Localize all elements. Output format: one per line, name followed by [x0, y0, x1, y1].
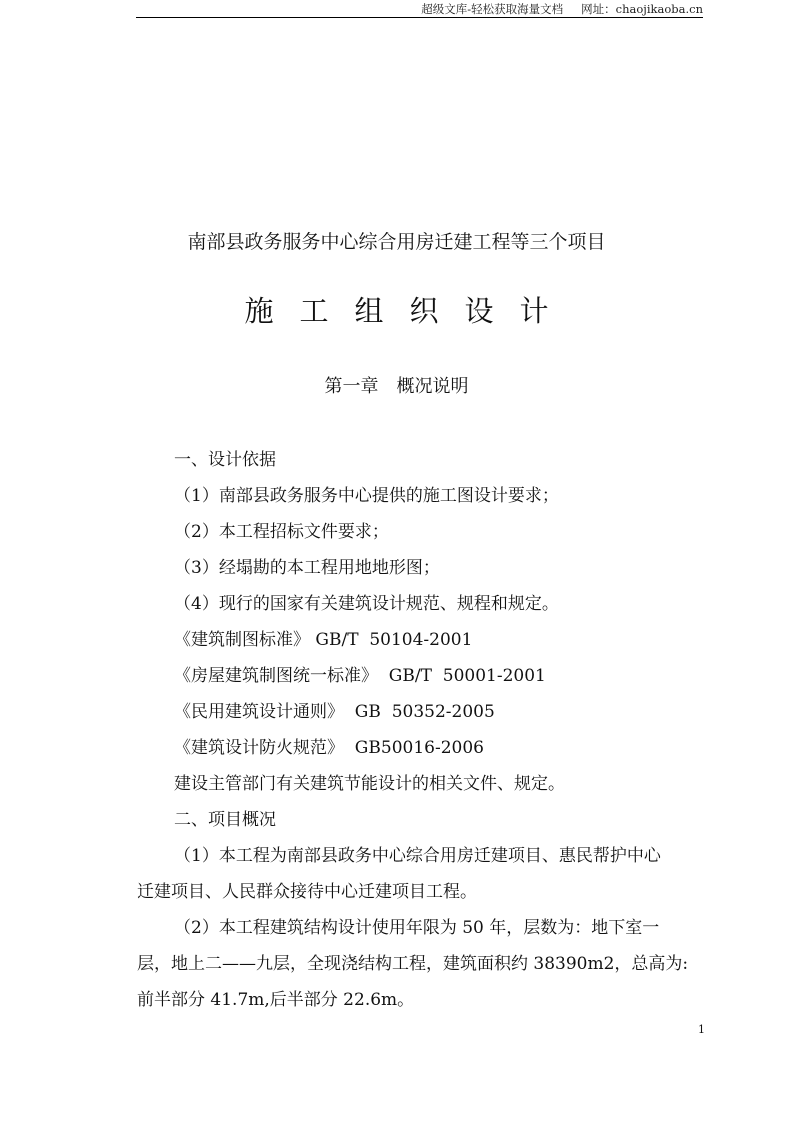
basis-note: 建设主管部门有关建筑节能设计的相关文件、规定。	[174, 774, 565, 794]
standard-4: 《建筑设计防火规范》 GB50016-2006	[174, 738, 484, 758]
page-number: 1	[698, 1023, 705, 1036]
overview-p2-line3: 前半部分 41.7m,后半部分 22.6m。	[137, 990, 415, 1010]
standard-2: 《房屋建筑制图统一标准》 GB/T 50001-2001	[174, 666, 546, 686]
overview-p1-line2: 迁建项目、人民群众接待中心迁建项目工程。	[137, 882, 477, 902]
basis-item-2: （2）本工程招标文件要求；	[174, 522, 389, 542]
section-heading-overview: 二、项目概况	[174, 810, 276, 830]
overview-p2-line2: 层，地上二——九层，全现浇结构工程，建筑面积约 38390m2，总高为:	[137, 954, 689, 974]
basis-item-1: （1）南部县政务服务中心提供的施工图设计要求；	[174, 486, 559, 506]
header-text	[421, 1, 703, 17]
project-title: 南部县政务服务中心综合用房迁建工程等三个项目	[187, 231, 606, 253]
page-header	[136, 0, 703, 18]
main-title: 施工组织设计	[244, 294, 575, 328]
overview-p2-line1: （2）本工程建筑结构设计使用年限为 50 年，层数为：地下室一	[174, 918, 660, 938]
standard-1: 《建筑制图标准》 GB/T 50104-2001	[174, 630, 473, 650]
header-site-name: 超级文库-轻松获取海量文档	[421, 2, 564, 16]
section-heading-design-basis: 一、设计依据	[174, 450, 276, 470]
header-url: 网址：chaojikaoba.cn	[581, 2, 703, 16]
basis-item-4: （4）现行的国家有关建筑设计规范、规程和规定。	[174, 594, 559, 614]
standard-3: 《民用建筑设计通则》 GB 50352-2005	[174, 702, 495, 722]
basis-item-3: （3）经塌勘的本工程用地地形图；	[174, 558, 440, 578]
overview-p1-line1: （1）本工程为南部县政务中心综合用房迁建项目、惠民帮护中心	[174, 846, 661, 866]
chapter-title: 第一章 概况说明	[324, 376, 469, 397]
